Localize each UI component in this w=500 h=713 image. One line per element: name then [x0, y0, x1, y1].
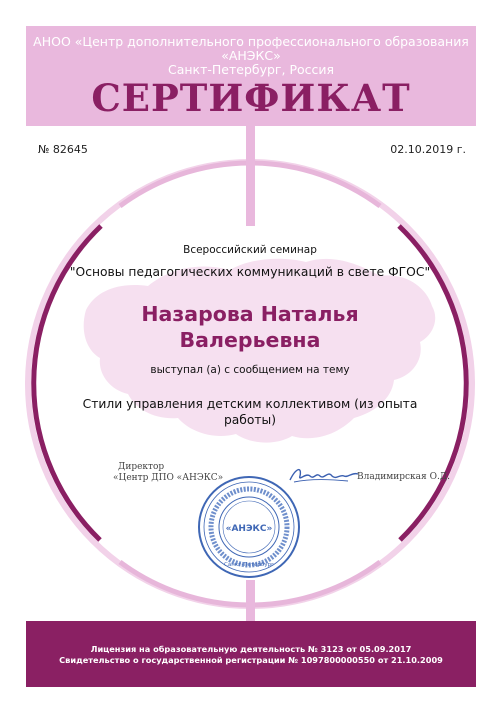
event-title: "Основы педагогических коммуникаций в свете ФГОС"	[69, 265, 431, 279]
recipient-name-line-1: Назарова Наталья	[141, 302, 359, 326]
director-title: Директор	[118, 462, 165, 472]
certificate-date: 02.10.2019 г.	[390, 143, 466, 156]
certificate-title: СЕРТИФИКАТ	[91, 76, 411, 120]
event-type: Всероссийский семинар	[183, 244, 317, 256]
presentation-statement: выступал (а) с сообщением на тему	[150, 364, 350, 376]
director-organization: «Центр ДПО «АНЭКС»	[113, 473, 224, 483]
certificate-footer	[26, 621, 476, 687]
recipient-name-line-2: Валерьевна	[179, 328, 321, 352]
organization-location: Санкт-Петербург, Россия	[167, 62, 335, 77]
presentation-topic-line-2: работы)	[223, 413, 277, 427]
signer-name: Владимирская О.Д.	[357, 472, 450, 482]
svg-text:«АНЭКС»: «АНЭКС»	[225, 524, 273, 534]
svg-text:Санкт-Петербург: Санкт-Петербург	[224, 562, 274, 568]
organization-name-line-1: АНОО «Центр дополнительного профессионального образования	[33, 34, 469, 49]
certificate-header	[26, 26, 476, 126]
organization-name-line-2: «АНЭКС»	[221, 48, 281, 63]
registration-info: Свидетельство о государственной регистрации № 1097800000550 от 21.10.2009	[59, 655, 443, 665]
organization-stamp	[196, 474, 302, 580]
certificate-number: № 82645	[38, 143, 88, 156]
presentation-topic-line-1: Стили управления детским коллективом (из опыта	[82, 397, 418, 411]
license-info: Лицензия на образовательную деятельность № 3123 от 05.09.2017	[90, 644, 412, 654]
